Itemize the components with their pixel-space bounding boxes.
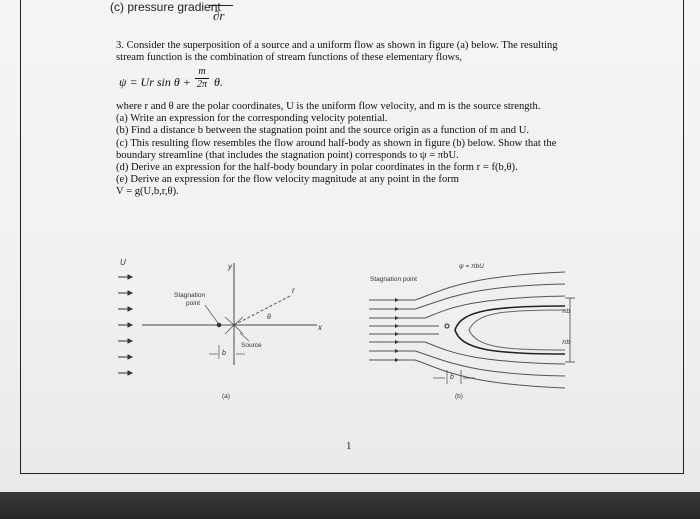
figure-b-caption: (b) — [455, 393, 463, 400]
figure-a-stagnation-label: Stagnation — [174, 292, 206, 299]
figure-b-stagnation-label: Stagnation point — [370, 276, 417, 283]
page-number: 1 — [346, 440, 352, 452]
dark-bottom-strip — [0, 492, 700, 519]
uniform-flow-arrows — [118, 275, 132, 375]
figure-a-theta-label: θ — [267, 314, 271, 321]
where-line: where r and θ are the polar coordinates, U is the uniform flow velocity, and m is the source strength. — [116, 101, 541, 112]
figure-a-y-label: y — [228, 262, 232, 271]
figure-a-r-label: r — [292, 286, 295, 295]
part-e: (e) Derive an expression for the flow velocity magnitude at any point in the form — [116, 174, 460, 186]
problem-intro — [116, 40, 586, 64]
header-partial-line: (c) pressure gradient — [110, 0, 221, 14]
part-e-formula: V = g(U,b,r,θ). — [116, 186, 179, 198]
formula-rhs: θ. — [214, 75, 223, 89]
stream-function-formula — [116, 66, 356, 96]
figure-a-caption: (a) — [222, 393, 230, 400]
part-c: (c) This resulting flow resembles the flow around half-body as shown in figure (b) below. Show that the boundary streamline (that includes the stagnation point) corresponds to ψ = πbU. — [116, 137, 557, 161]
part-d: (d) Derive an expression for the half-body boundary in polar coordinates in the form r = f(b,θ). — [116, 162, 518, 174]
problem-intro-text: 3. Consider the superposition of a source and a uniform flow as shown in figure (a) below. The resulting stream function is the combination of stream functions of these elementary flows, — [116, 40, 558, 64]
figure-b-pi-b-upper: πb — [562, 308, 570, 315]
formula-fraction — [193, 66, 211, 91]
figure-a-source-label: Source — [241, 342, 262, 349]
figure-a-stagnation-label-2: point — [186, 300, 201, 307]
figure-b-pi-b-lower: πb — [562, 339, 570, 346]
formula-denominator: 2π — [196, 79, 207, 90]
problem-parts — [116, 101, 596, 199]
formula-numerator: m — [198, 66, 206, 77]
part-a: (a) Write an expression for the corresponding velocity potential. — [116, 113, 388, 125]
figure-a-diagram — [112, 255, 342, 405]
header-fraction: ∂r — [213, 8, 225, 23]
figure-a-u-label: U — [120, 258, 126, 267]
formula-lhs: ψ = Ur sin θ + — [119, 75, 191, 89]
figure-b-psi-label: ψ = πbU — [459, 263, 484, 270]
part-b: (b) Find a distance b between the stagnation point and the source origin as a function of m and U. — [116, 125, 530, 137]
figure-a-b-label: b — [222, 350, 226, 357]
figure-b-b-label: b — [450, 374, 454, 381]
figure-a-x-label: x — [318, 323, 322, 332]
